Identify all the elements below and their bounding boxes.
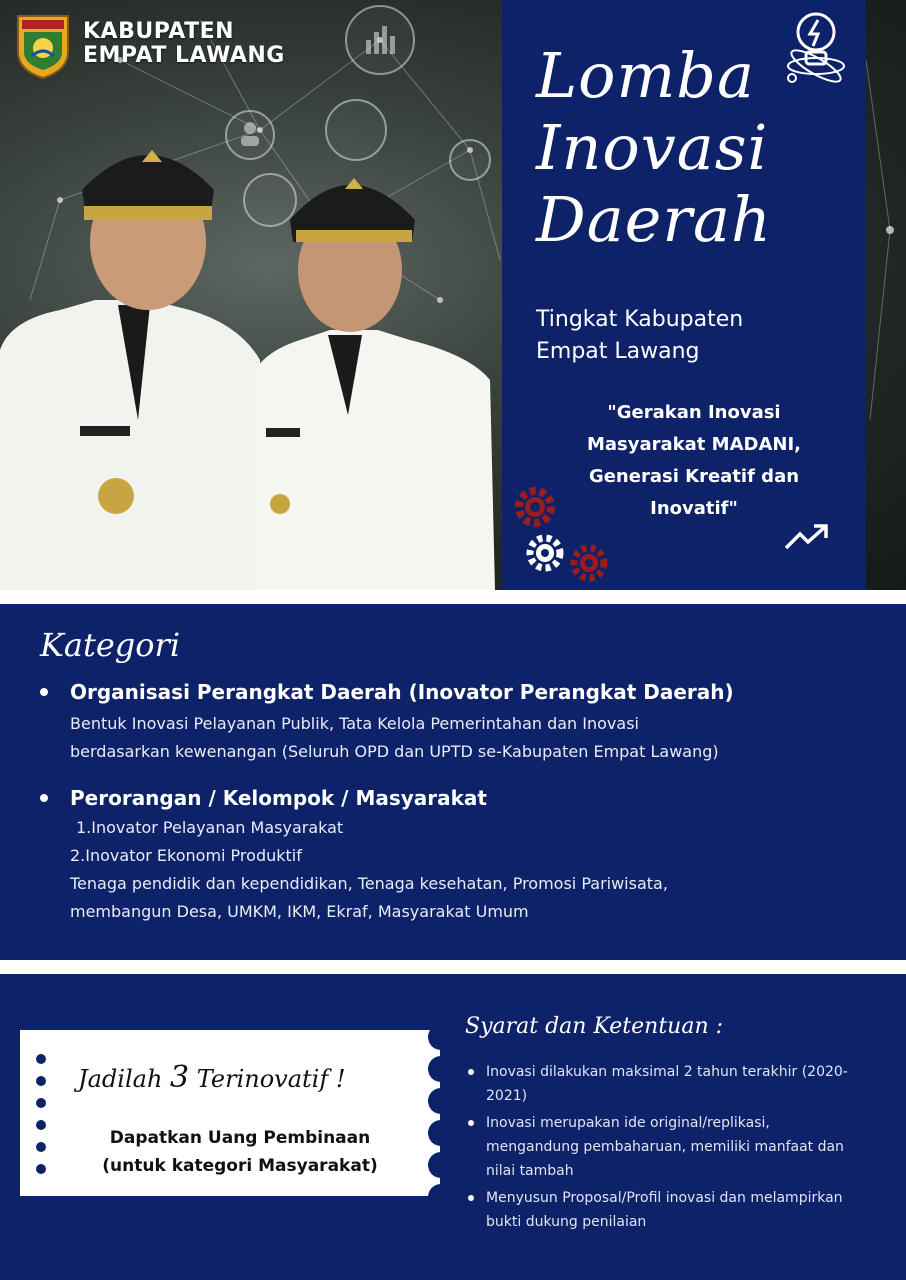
bullet-icon <box>40 794 48 802</box>
ticket-dot <box>36 1142 46 1152</box>
brand-line-2: EMPAT LAWANG <box>83 43 285 68</box>
promo-suffix: Terinovatif ! <box>189 1065 346 1093</box>
promo-body-line-1: Dapatkan Uang Pembinaan <box>109 1128 371 1148</box>
quote-line-4: Inovatif" <box>650 498 738 519</box>
ticket-notch <box>428 1120 454 1146</box>
promo-number: 3 <box>170 1060 190 1095</box>
lightbulb-icon <box>784 8 848 86</box>
brand-line-1: KABUPATEN <box>83 19 235 44</box>
desc-line: Bentuk Inovasi Pelayanan Publik, Tata Kelola Pemerintahan dan Inovasi <box>70 714 639 733</box>
title-line-1: Lomba <box>536 39 755 112</box>
kategori-item-1-heading <box>40 680 734 704</box>
promo-body-line-2: (untuk kategori Masyarakat) <box>102 1156 378 1176</box>
desc-line: membangun Desa, UMKM, IKM, Ekraf, Masyarakat Umum <box>70 902 529 921</box>
promo-heading <box>78 1060 346 1095</box>
quote-line-2: Masyarakat MADANI, <box>587 434 801 455</box>
ticket-notch <box>428 1024 454 1050</box>
ticket-notch <box>428 1056 454 1082</box>
subtitle-line-2: Empat Lawang <box>536 339 700 364</box>
officials-photo <box>0 130 500 590</box>
title-line-3: Daerah <box>536 183 772 256</box>
divider <box>0 590 906 604</box>
ticket-notch <box>428 1088 454 1114</box>
syarat-item: Inovasi dilakukan maksimal 2 tahun terakhir (2020-2021) <box>466 1060 886 1108</box>
ticket-dot <box>36 1098 46 1108</box>
title-line-2: Inovasi <box>536 111 769 184</box>
gear-icon-red <box>510 482 560 532</box>
regency-emblem-icon <box>14 12 72 80</box>
desc-line: berdasarkan kewenangan (Seluruh OPD dan UPTD se-Kabupaten Empat Lawang) <box>70 742 719 761</box>
ticket-notch <box>428 1152 454 1178</box>
bottom-section <box>0 976 906 1280</box>
brand-title <box>83 20 285 68</box>
kategori-item-1-text: Organisasi Perangkat Daerah (Inovator Perangkat Daerah) <box>70 680 734 704</box>
title-panel <box>502 0 866 590</box>
kategori-item-2-heading <box>40 786 487 810</box>
subtitle <box>536 304 743 368</box>
divider <box>0 960 906 974</box>
tagline-quote <box>554 397 834 525</box>
desc-line: 2.Inovator Ekonomi Produktif <box>70 846 302 865</box>
ticket-notch <box>428 1184 454 1210</box>
page-title <box>536 40 772 256</box>
promo-body <box>60 1124 420 1180</box>
bullet-icon <box>40 688 48 696</box>
prize-ticket <box>20 1030 440 1196</box>
desc-line: 1.Inovator Pelayanan Masyarakat <box>76 818 344 837</box>
kategori-item-2-desc <box>70 814 668 926</box>
syarat-list <box>466 1060 896 1237</box>
kategori-item-2-text: Perorangan / Kelompok / Masyarakat <box>70 786 487 810</box>
kategori-section <box>0 604 906 960</box>
kategori-title: Kategori <box>40 626 181 664</box>
desc-line: Tenaga pendidik dan kependidikan, Tenaga kesehatan, Promosi Pariwisata, <box>70 874 668 893</box>
ticket-dot <box>36 1120 46 1130</box>
promo-prefix: Jadilah <box>78 1065 171 1093</box>
ticket-dot <box>36 1054 46 1064</box>
gear-icon-red-small <box>566 540 612 586</box>
hero-banner <box>0 0 906 590</box>
gear-icon-white <box>522 530 568 576</box>
quote-line-3: Generasi Kreatif dan <box>588 466 800 487</box>
syarat-title: Syarat dan Ketentuan : <box>465 1014 724 1039</box>
subtitle-line-1: Tingkat Kabupaten <box>536 307 744 332</box>
syarat-item: Inovasi merupakan ide original/replikasi, mengandung pembaharuan, memiliki manfaat dan nilai tambah <box>466 1111 846 1183</box>
ticket-dot <box>36 1164 46 1174</box>
quote-line-1: "Gerakan Inovasi <box>607 402 781 423</box>
ticket-dot <box>36 1076 46 1086</box>
syarat-item: Menyusun Proposal/Profil inovasi dan melampirkan bukti dukung penilaian <box>466 1186 846 1234</box>
kategori-item-1-desc <box>70 710 719 766</box>
trend-up-icon <box>782 520 832 552</box>
